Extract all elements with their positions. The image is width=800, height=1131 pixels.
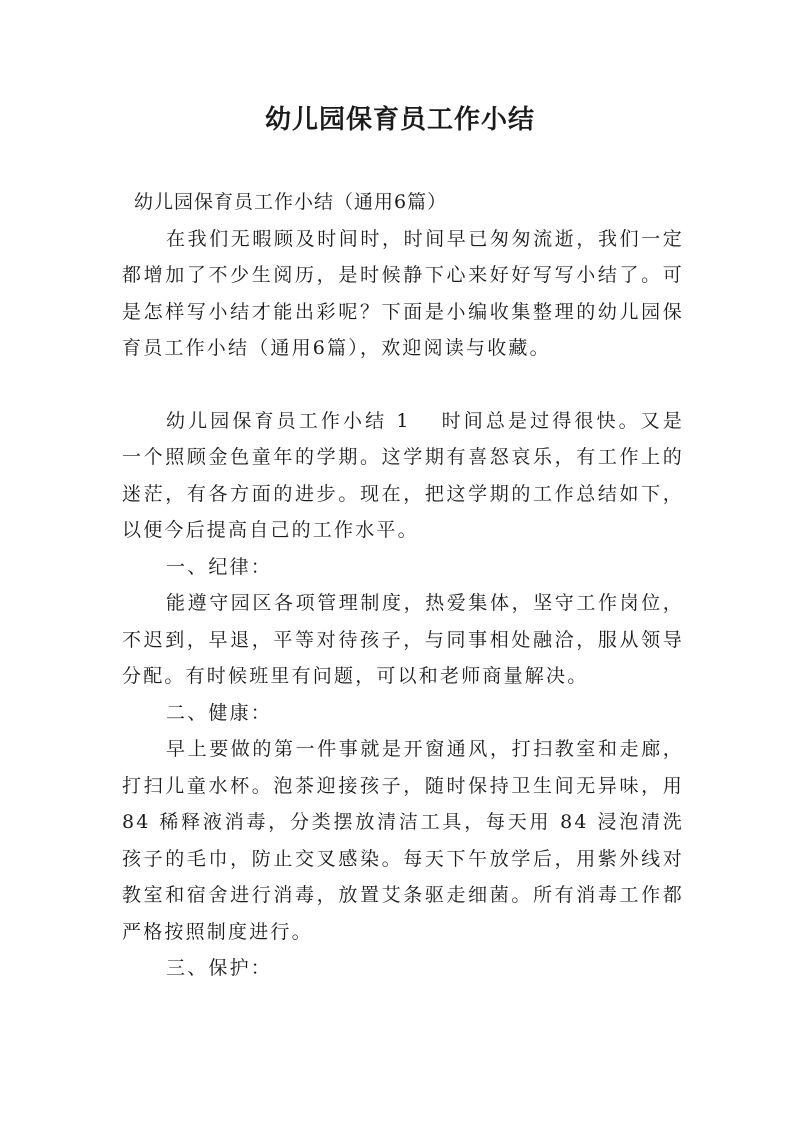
heading-discipline: 一、纪律：: [166, 555, 273, 578]
section1-paragraph: [122, 403, 684, 549]
section1-text: 时间总是过得很快。又是一个照顾金色童年的学期。这学期有喜怒哀乐，有工作上的迷茫，有各方面的进步。现在，把这学期的工作总结如下，以便今后提高自己的工作水平。: [122, 409, 685, 541]
section1-label: 幼儿园保育员工作小结 1: [166, 409, 411, 432]
discipline-paragraph: 能遵守园区各项管理制度，热爱集体，坚守工作岗位，不迟到，早退，平等对待孩子，与同事相处融洽，服从领导分配。有时候班里有问题，可以和老师商量解决。: [122, 592, 684, 687]
heading-protection: 三、保护：: [166, 957, 273, 979]
document-title: 幼儿园保育员工作小结: [264, 105, 535, 135]
heading-health: 二、健康：: [166, 701, 273, 724]
intro-paragraph: 在我们无暇顾及时间时，时间早已匆匆流逝，我们一定都增加了不少生阅历，是时候静下心来好好写写小结了。可是怎样写小结才能出彩呢？下面是小编收集整理的幼儿园保育员工作小结（通用6篇），欢迎阅读与收藏。: [122, 227, 684, 359]
paragraph-spacer: [122, 367, 684, 403]
health-paragraph: 早上要做的第一件事就是开窗通风，打扫教室和走廊，打扫儿童水杯。泡茶迎接孩子，随时保持卫生间无异味，用 84 稀释液消毒，分类摆放清洁工具，每天用 84 浸泡清洗孩子的毛巾，防止交叉感染。每天下午放学后，用紫外线对教室和宿舍进行消毒，放置艾条驱走细菌。所有消毒工作都严格按照制度进行。: [122, 738, 684, 943]
document-subtitle: 幼儿园保育员工作小结（通用6篇）: [134, 191, 448, 213]
document-body: [122, 184, 684, 987]
